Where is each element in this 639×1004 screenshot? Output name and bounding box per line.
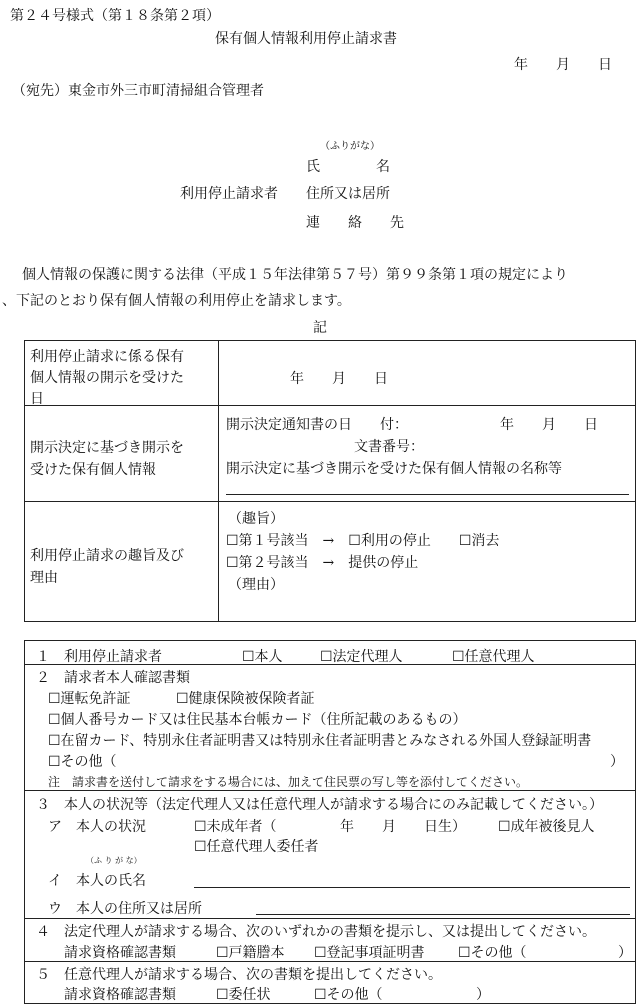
table1-row-divider-2 — [24, 501, 636, 502]
row1-label-line3: 日 — [30, 391, 44, 407]
notice-date-label: 開示決定通知書の日 付： — [226, 417, 408, 433]
s2-option-license[interactable]: ☐運転免許証 — [48, 691, 131, 707]
s5-docs-label: 請求資格確認書類 — [64, 987, 176, 1003]
s3-a-birthdate[interactable]: 年 月 日生） — [340, 819, 466, 835]
s2-option-other-close: ） — [610, 754, 624, 770]
row3-label-line2: 理由 — [30, 570, 58, 586]
s3-a-label: ア 本人の状況 — [48, 819, 146, 835]
table1-divider — [218, 340, 219, 622]
s5-option-other-close: ） — [476, 987, 490, 1003]
info-name-field[interactable] — [226, 494, 629, 495]
s4-option-other-close: ） — [618, 945, 632, 961]
body-text-line2: 、下記のとおり保有個人情報の利用停止を請求します。 — [2, 293, 351, 309]
s3-a-option-ward[interactable]: ☐成年被後見人 — [498, 819, 595, 835]
addressee: （宛先）東金市外三市町清掃組合管理者 — [12, 83, 264, 99]
contact-label: 連 絡 先 — [306, 215, 404, 231]
s3-i-label: イ 本人の氏名 — [48, 873, 146, 889]
s3-u-label: ウ 本人の住所又は居所 — [48, 901, 202, 917]
section-divider-2 — [24, 790, 636, 791]
table1-row-divider-1 — [24, 405, 636, 406]
s3-a-option-minor[interactable]: ☐未成年者（ — [194, 819, 277, 835]
ki-label: 記 — [313, 320, 327, 336]
s1-label: １ 利用停止請求者 — [36, 649, 162, 665]
s2-label: ２ 請求者本人確認書類 — [36, 670, 190, 686]
furigana-label: （ふりがな） — [320, 141, 380, 152]
s1-option-self[interactable]: ☐本人 — [242, 649, 283, 665]
s1-option-voluntary-agent[interactable]: ☐任意代理人 — [452, 649, 535, 665]
s2-option-residence[interactable]: ☐在留カード、特別永住者証明書又は特別永住者証明書とみなされる外国人登録証明書 — [48, 733, 592, 749]
s3-a-option-delegator[interactable]: ☐任意代理人委任者 — [194, 839, 319, 855]
s2-option-insurance[interactable]: ☐健康保険被保険者証 — [176, 691, 315, 707]
purpose-label: （趣旨） — [228, 511, 284, 527]
s5-option-other[interactable]: ☐その他（ — [314, 987, 383, 1003]
row2-label-line2: 受けた保有個人情報 — [30, 462, 156, 478]
section-divider-1 — [24, 664, 636, 665]
s5-option-power-of-attorney[interactable]: ☐委任状 — [216, 987, 271, 1003]
s3-name-field[interactable] — [194, 887, 630, 888]
purpose-option-2[interactable]: ☐第２号該当 → 提供の停止 — [226, 555, 419, 571]
row1-label-line1: 利用停止請求に係る保有 — [30, 349, 184, 365]
s4-option-other[interactable]: ☐その他（ — [458, 945, 527, 961]
body-text-line1: 個人情報の保護に関する法律（平成１５年法律第５７号）第９９条第１項の規定により — [22, 267, 568, 283]
document-title: 保有個人情報利用停止請求書 — [215, 31, 397, 47]
s4-label: ４ 法定代理人が請求する場合、次のいずれかの書類を提示し、又は提出してください。 — [36, 924, 596, 940]
s4-option-family-register[interactable]: ☐戸籍謄本 — [216, 945, 285, 961]
row1-label-line2: 個人情報の開示を受けた — [30, 370, 184, 386]
requester-role-label: 利用停止請求者 — [180, 186, 278, 202]
s4-option-registry-cert[interactable]: ☐登記事項証明書 — [314, 945, 425, 961]
s1-option-legal-agent[interactable]: ☐法定代理人 — [320, 649, 403, 665]
s2-note: 注 請求書を送付して請求をする場合には、加えて住民票の写し等を添付してください。 — [48, 775, 529, 789]
info-name-label: 開示決定に基づき開示を受けた保有個人情報の名称等 — [226, 461, 562, 477]
section-divider-3 — [24, 918, 636, 919]
s3-furigana: （ふ り が な） — [86, 856, 142, 865]
s3-address-field[interactable] — [256, 914, 630, 915]
row2-label-line1: 開示決定に基づき開示を — [30, 440, 184, 456]
reason-label: （理由） — [228, 577, 284, 593]
doc-number-label: 文書番号： — [354, 439, 424, 455]
form-number: 第２４号様式（第１８条第２項） — [10, 8, 220, 24]
section-divider-4 — [24, 961, 636, 962]
s2-option-other[interactable]: ☐その他（ — [48, 754, 117, 770]
address-label: 住所又は居所 — [306, 186, 390, 202]
s3-label: ３ 本人の状況等（法定代理人又は任意代理人が請求する場合にのみ記載してください。） — [36, 797, 603, 813]
date-line: 年 月 日 — [514, 57, 612, 73]
notice-date-field[interactable]: 年 月 日 — [500, 417, 598, 433]
s4-docs-label: 請求資格確認書類 — [64, 945, 176, 961]
disclosure-date-field[interactable]: 年 月 日 — [290, 371, 388, 387]
purpose-option-1[interactable]: ☐第１号該当 → ☐利用の停止 ☐消去 — [226, 533, 500, 549]
s2-option-mynumber[interactable]: ☐個人番号カード又は住民基本台帳カード（住所記載のあるもの） — [48, 712, 467, 728]
name-label: 氏 名 — [306, 159, 390, 175]
row3-label-line1: 利用停止請求の趣旨及び — [30, 548, 184, 564]
s5-label: ５ 任意代理人が請求する場合、次の書類を提出してください。 — [36, 967, 442, 983]
